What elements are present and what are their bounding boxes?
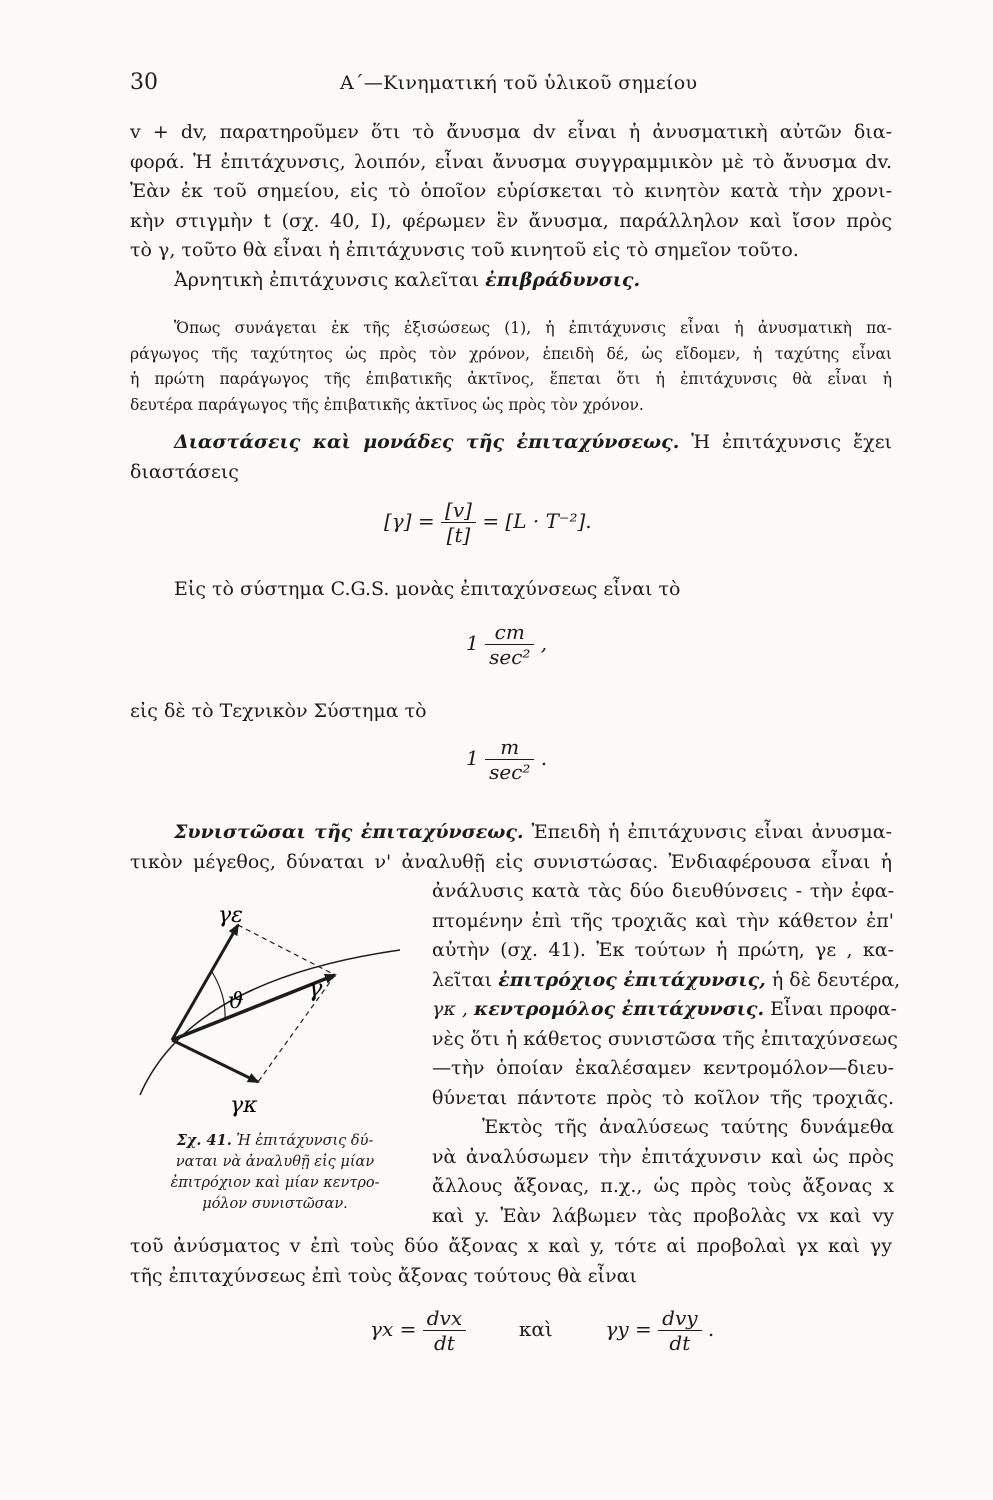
label-centripetal: γκ xyxy=(230,1093,258,1118)
text-line: τικὸν μέγεθος, δύναται ν' ἀναλυθῇ εἰς συνιστώσας. Ἐνδιαφέρουσα εἶναι ἡ xyxy=(130,850,892,873)
text-line: αὐτὴν (σχ. 41). Ἐκ τούτων ἡ πρώτη, γε , κα- xyxy=(432,939,894,961)
formula-left: [γ] = xyxy=(384,509,435,533)
projection-equations xyxy=(370,1306,714,1355)
fraction-denominator: sec² xyxy=(485,759,534,784)
text-line: Ὅπως συνάγεται ἐκ τῆς ἐξισώσεως (1), ἡ ἐπιτάχυνσις εἶναι ἡ ἀνυσματικὴ πα- xyxy=(174,319,892,337)
unit-fraction xyxy=(485,620,534,669)
text-line: κὴν στιγμὴν t (σχ. 40, I), φέρωμεν ἓν ἄνυσμα, παράλληλον καὶ ἴσον πρὸς xyxy=(130,209,892,232)
fraction-denominator: sec² xyxy=(485,644,534,669)
term-tangential: ἐπιτρόχιος ἐπιτάχυνσις, xyxy=(498,968,766,991)
text-segment: Ἀρνητικὴ ἐπιτάχυνσις καλεῖται xyxy=(174,268,480,291)
negative-acceleration-line xyxy=(130,266,892,296)
projections-paragraph xyxy=(130,1232,892,1291)
unit-one: 1 xyxy=(466,631,479,655)
formula-right: = [L · T⁻²]. xyxy=(482,509,592,533)
text-line: Ἐκτὸς τῆς ἀναλύσεως ταύτης δυνάμεθα xyxy=(482,1116,894,1138)
text-line: εἰς δὲ τὸ Τεχνικὸν Σύστημα τὸ xyxy=(130,700,427,722)
fraction-numerator: [v] xyxy=(445,498,472,522)
unit-fraction xyxy=(485,735,534,784)
tangential-vector xyxy=(172,925,238,1040)
dimensions-heading-line xyxy=(130,428,892,458)
eq-gx-fraction xyxy=(423,1306,466,1355)
text-line: ἀνάλυσις κατὰ τὰς δύο διευθύνσεις - τὴν ἐφα- xyxy=(432,880,894,902)
text-segment: γκ , xyxy=(432,998,468,1020)
figure-caption xyxy=(140,1130,410,1215)
eq-end: . xyxy=(707,1317,715,1341)
fraction-denominator: dt xyxy=(423,1330,466,1355)
components-heading-line xyxy=(130,818,892,848)
text-line: τῆς ἐπιταχύνσεως ἐπὶ τοὺς ἄξονας τούτους θὰ εἶναι xyxy=(130,1264,637,1287)
caption-label: Σχ. 41. xyxy=(176,1132,232,1149)
figure-41-diagram xyxy=(130,900,410,1130)
text-line: δευτέρα παράγωγος τῆς ἐπιβατικῆς ἀκτῖνος ὡς πρὸς τὸν χρόνον. xyxy=(130,395,644,414)
fraction-numerator: dvy xyxy=(662,1306,698,1330)
fraction-numerator: m xyxy=(500,735,520,759)
fraction-denominator: [t] xyxy=(441,522,476,547)
running-title: Α΄—Κινηματική τοῦ ὑλικοῦ σημείου xyxy=(340,72,698,94)
unit-one: 1 xyxy=(466,746,479,770)
note-paragraph xyxy=(130,316,892,418)
label-tangential: γε xyxy=(218,903,243,928)
components-right-column xyxy=(432,877,901,1231)
text-line: καὶ y. Ἐὰν λάβωμεν τὰς προβολὰς vx καὶ vy xyxy=(432,1204,894,1227)
text-segment: Ἡ ἐπιτάχυνσις ἔχει xyxy=(691,431,892,453)
text-line: τὸ γ, τοῦτο θὰ εἶναι ἡ ἐπιτάχυνσις τοῦ κινητοῦ εἰς τὸ σημεῖον τοῦτο. xyxy=(130,239,799,261)
term-centripetal: κεντρομόλος ἐπιτάχυνσις. xyxy=(473,998,765,1020)
eq-gy-fraction xyxy=(658,1306,701,1355)
text-line: τοῦ ἀνύσματος v ἐπὶ τοὺς δύο ἄξονας x καὶ y, τότε αἱ προβολαὶ γx καὶ γy xyxy=(130,1235,892,1257)
text-line: πτομένην ἐπὶ τῆς τροχιᾶς καὶ τὴν κάθετον ἐπ' xyxy=(432,909,894,932)
intro-paragraph xyxy=(130,118,892,295)
caption-line: μόλον συνιστῶσαν. xyxy=(202,1196,348,1212)
unit-end: , xyxy=(540,631,548,655)
fraction-numerator: cm xyxy=(494,620,525,644)
text-line: ἡ πρώτη παράγωγος τῆς ἐπιβατικῆς ἀκτῖνος, ἕπεται ὅτι ἡ ἐπιτάχυνσις θὰ εἶναι ἡ xyxy=(130,370,892,388)
text-line: —τὴν ὁποίαν ἐκαλέσαμεν κεντρομόλον—διευ- xyxy=(432,1057,894,1079)
text-segment: λεῖται xyxy=(432,968,493,991)
label-acceleration: γ xyxy=(308,974,323,1002)
components-paragraph xyxy=(130,818,892,877)
fraction-numerator: dvx xyxy=(426,1306,463,1330)
text-line: διαστάσεις xyxy=(130,460,239,483)
tangential-line xyxy=(432,966,901,996)
cgs-paragraph xyxy=(130,575,892,605)
dimensions-paragraph xyxy=(130,428,892,487)
text-line: φορά. Ἡ ἐπιτάχυνσις, λοιπόν, εἶναι ἄνυσμα συγγραμμικὸν μὲ τὸ ἄνυσμα dv. xyxy=(130,150,892,173)
technical-unit xyxy=(466,735,547,784)
section-heading: Διαστάσεις καὶ μονάδες τῆς ἐπιταχύνσεως. xyxy=(174,431,680,453)
centripetal-line xyxy=(432,995,897,1025)
technical-paragraph xyxy=(130,697,892,727)
dashed-projection-1 xyxy=(238,925,335,975)
trajectory-curve xyxy=(140,950,400,1095)
text-line: Εἰς τὸ σύστημα C.G.S. μονὰς ἐπιταχύνσεως εἶναι τὸ xyxy=(174,578,681,600)
dimension-formula xyxy=(384,498,592,547)
text-line: νὲς ὅτι ἡ κάθετος συνιστῶσα τῆς ἐπιταχύνσεως xyxy=(432,1027,898,1050)
text-segment: Ἐπειδὴ ἡ ἐπιτάχυνσις εἶναι ἀνυσμα- xyxy=(531,821,893,843)
section-heading: Συνιστῶσαι τῆς ἐπιταχύνσεως. xyxy=(174,821,524,843)
term-deceleration: ἐπιβράδυνσις. xyxy=(485,268,641,291)
eq-gx-left: γx = xyxy=(370,1317,417,1341)
eq-gy-left: γy = xyxy=(605,1317,652,1341)
label-angle: ϑ xyxy=(228,989,244,1014)
text-line: ἄλλους ἄξονας, π.χ., ὡς πρὸς τοὺς ἄξονας x xyxy=(432,1175,894,1197)
text-line: Ἐὰν ἐκ τοῦ σημείου, εἰς τὸ ὁποῖον εὑρίσκεται τὸ κινητὸν κατὰ τὴν χρονι- xyxy=(130,180,892,202)
caption-line: ναται νὰ ἀναλυθῇ εἰς μίαν xyxy=(175,1154,375,1170)
caption-line: ἐπιτρόχιον καὶ μίαν κεντρο- xyxy=(170,1175,380,1191)
text-segment: ἡ δὲ δευτέρα, xyxy=(771,968,901,991)
text-segment: Εἶναι προφα- xyxy=(770,998,897,1020)
centripetal-vector xyxy=(172,1040,258,1082)
text-line: νὰ ἀναλύσωμεν τὴν ἐπιτάχυνσιν καὶ ὡς πρὸς xyxy=(432,1145,894,1168)
page-number: 30 xyxy=(130,70,158,95)
eq-and: καὶ xyxy=(518,1317,553,1341)
cgs-unit xyxy=(466,620,547,669)
formula-fraction xyxy=(441,498,476,547)
fraction-denominator: dt xyxy=(658,1330,701,1355)
caption-line: Ἡ ἐπιτάχυνσις δύ- xyxy=(236,1133,374,1149)
text-line: ράγωγος τῆς ταχύτητος ὡς πρὸς τὸν χρόνον, ἐπειδὴ δέ, ὡς εἴδομεν, ἡ ταχύτης εἶναι xyxy=(130,344,892,363)
text-line: v + dv, παρατηροῦμεν ὅτι τὸ ἄνυσμα dv εἶναι ἡ ἀνυσματικὴ αὐτῶν δια- xyxy=(130,121,892,143)
text-line: θύνεται πάντοτε πρὸς τὸ κοῖλον τῆς τροχιᾶς. xyxy=(432,1086,894,1109)
unit-end: . xyxy=(540,746,548,770)
